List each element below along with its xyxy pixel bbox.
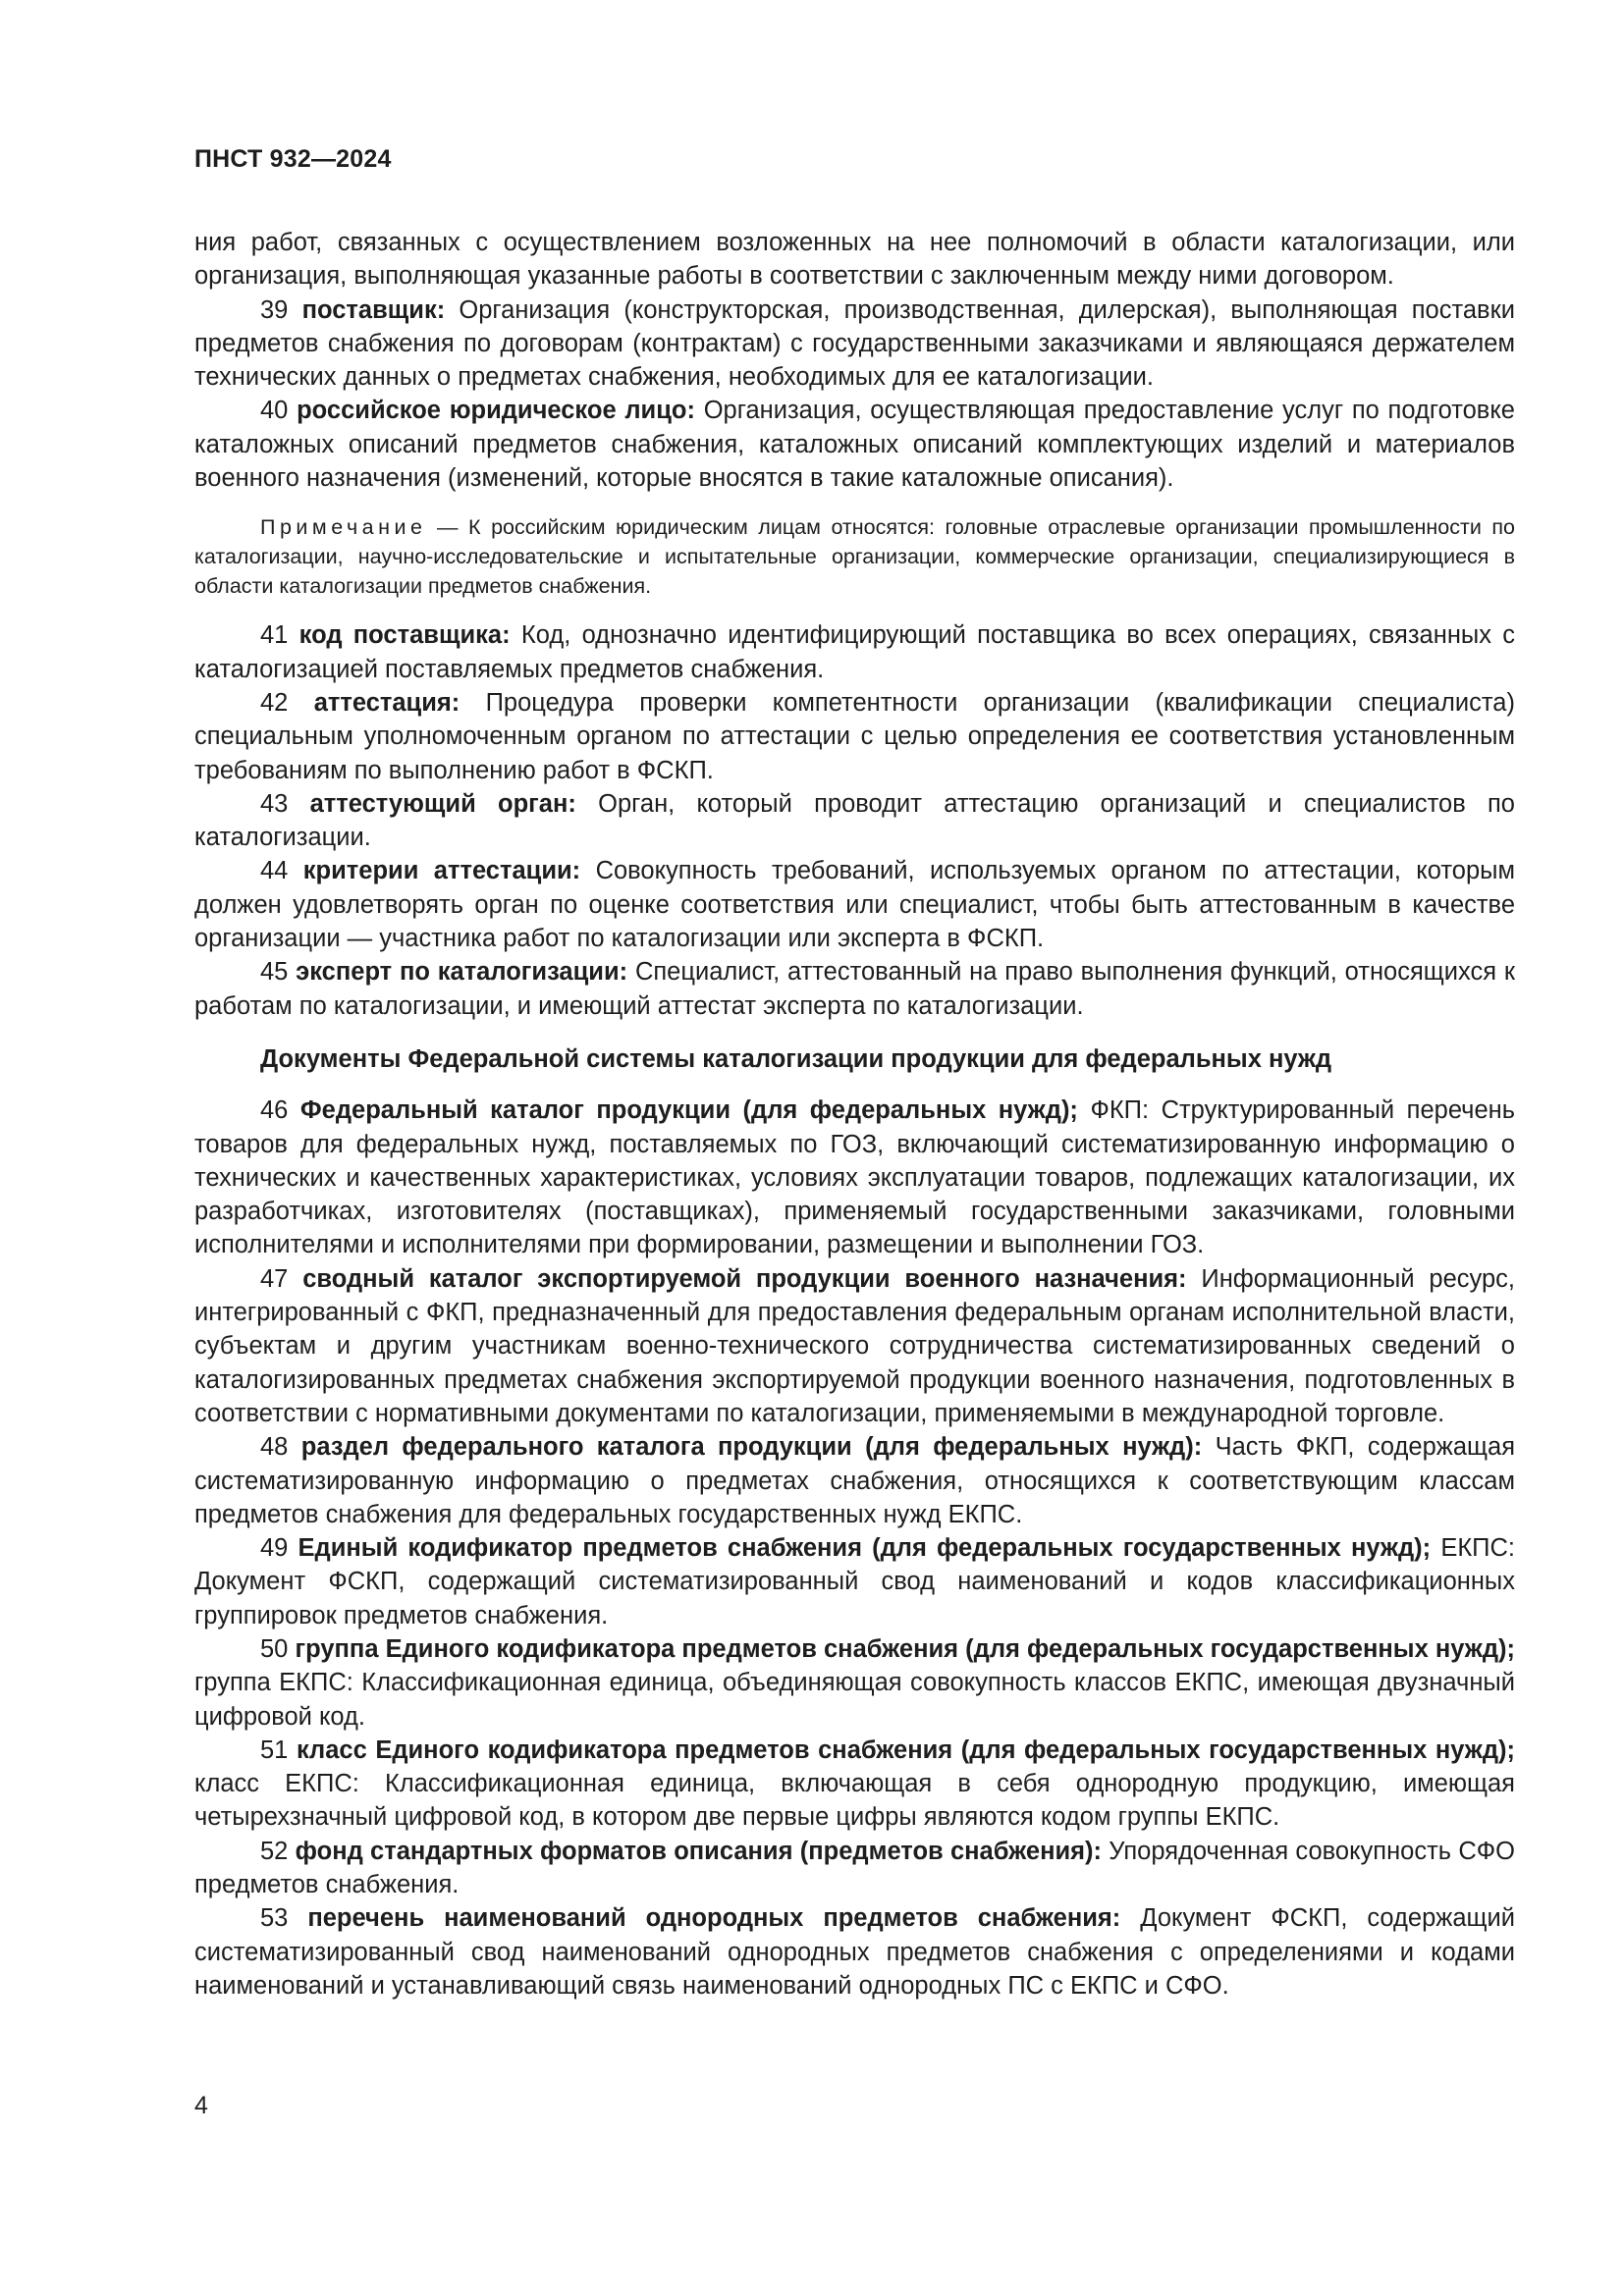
term-definition: Упорядоченная совокупность СФО предметов снабжения. [194,1837,1515,1899]
document-body [194,226,1515,2002]
term-title: сводный каталог экспортируемой продукции военного назначения: [302,1264,1187,1293]
term-title: Единый кодификатор предметов снабжения (для федеральных государственных нужд); [298,1534,1432,1563]
term-definition: Орган, который проводит аттестацию организаций и специалистов по каталогизации. [194,789,1515,852]
term-entry: 41 код поставщика: Код, однозначно идентифицирующий поставщика во всех операциях, связанных с каталогизацией поставляемых предметов снабжения. [194,621,1516,683]
term-entry: 39 поставщик: Организация (конструкторская, производственная, дилерская), выполняющая поставки предметов снабжения по договорам (контрактам) с государственными заказчиками и являющаяся держателем технических данных о предметах снабжения, необходимых для ее каталогизации. [194,295,1515,392]
document-id-header: ПНСТ 932—2024 [194,145,392,173]
term-title: фонд стандартных форматов описания (предметов снабжения): [295,1837,1103,1865]
term-list-a [194,294,1515,496]
term-list-b [194,618,1515,1023]
term-definition: Организация, осуществляющая предоставление услуг по подготовке каталожных описаний предметов снабжения, каталожных описаний комплектующих изделий и материалов военного назначения (изменений, которые вносятся в такие каталожные описания). [194,397,1515,493]
term-title: эксперт по каталогизации: [296,958,628,987]
term-entry: 51 класс Единого кодификатора предметов снабжения (для федеральных государственных нужд); класс ЕКПС: Классификационная единица, включающая в себя однородную продукцию, имеющая четырехзначный цифровой код, в котором две первые цифры являются кодом группы ЕКПС. [194,1735,1515,1832]
page-number: 4 [194,2092,208,2119]
term-definition: Документ ФСКП, содержащий систематизированный свод наименований однородных предметов снабжения с определениями и кодами наименований и устанавливающий связь наименований однородных ПС с ЕКПС и СФО. [194,1904,1515,2000]
term-title: Федеральный каталог продукции (для федеральных нужд); [299,1096,1078,1125]
term-definition: ФКП: Структурированный перечень товаров для федеральных нужд, поставляемых по ГОЗ, включающий систематизированную информацию о технических и качественных характеристиках, условиях эксплуатации товаров, подлежащих каталогизации, их разработчиках, изготовителях (поставщиках), применяемый государственными заказчиками, головными исполнителями и исполнителями при формировании, размещении и выполнении ГОЗ. [194,1096,1515,1259]
note-label: Примечание [260,515,427,540]
term-title: аттестующий орган: [309,789,576,818]
term-entry: 43 аттестующий орган: Орган, который проводит аттестацию организаций и специалистов по каталогизации. [194,789,1515,852]
term-entry: 49 Единый кодификатор предметов снабжения (для федеральных государственных нужд); ЕКПС: Документ ФСКП, содержащий систематизированный свод наименований и кодов классификационных группировок предметов снабжения. [194,1534,1516,1629]
term-title: раздел федерального каталога продукции (для федеральных нужд): [300,1433,1203,1462]
term-definition: группа ЕКПС: Классификационная единица, объединяющая совокупность классов ЕКПС, имеющая двузначный цифровой код. [194,1669,1515,1731]
term-title: критерии аттестации: [302,857,581,885]
term-title: поставщик: [301,295,446,324]
term-title: код поставщика: [298,621,511,650]
term-definition: Процедура проверки компетентности организации (квалификации специалиста) специальным уполномоченным органом по аттестации с целью определения ее соответствия установленным требованиям по выполнению работ в ФСКП. [194,688,1515,784]
term-list-c [194,1094,1515,2002]
term-entry: 47 сводный каталог экспортируемой продукции военного назначения: Информационный ресурс, интегрированный с ФКП, предназначенный для предоставления федеральным органам исполнительной власти, субъектам и другим участникам военно-технического сотрудничества систематизированных сведений о каталогизированных предметах снабжения экспортируемой продукции военного назначения, подготовленных в соответствии с нормативными документами по каталогизации, применяемыми в международной торговле. [194,1264,1516,1427]
term-entry: 45 эксперт по каталогизации: Специалист, аттестованный на право выполнения функций, относящихся к работам по каталогизации, и имеющий аттестат эксперта по каталогизации. [194,958,1515,1020]
term-title: группа Единого кодификатора предметов снабжения (для федеральных государственных нужд); [295,1634,1515,1663]
term-definition: Часть ФКП, содержащая систематизированную информацию о предметах снабжения, относящихся к соответствующим классам предметов снабжения для федеральных государственных нужд ЕКПС. [194,1433,1515,1528]
term-definition: ЕКПС: Документ ФСКП, содержащий систематизированный свод наименований и кодов классификационных группировок предметов снабжения. [194,1534,1516,1629]
term-entry: 50 группа Единого кодификатора предметов снабжения (для федеральных государственных нужд); группа ЕКПС: Классификационная единица, объединяющая совокупность классов ЕКПС, имеющая двузначный цифровой код. [194,1634,1515,1731]
term-definition: Код, однозначно идентифицирующий поставщика во всех операциях, связанных с каталогизацией поставляемых предметов снабжения. [194,621,1516,683]
term-title: класс Единого кодификатора предметов снабжения (для федеральных государственных нужд); [296,1735,1515,1764]
term-entry: 42 аттестация: Процедура проверки компетентности организации (квалификации специалиста) специальным уполномоченным органом по аттестации с целью определения ее соответствия установленным требованиям по выполнению работ в ФСКП. [194,688,1515,784]
term-title: аттестация: [313,688,460,717]
term-title: российское юридическое лицо: [297,397,695,425]
term-entry: 53 перечень наименований однородных предметов снабжения: Документ ФСКП, содержащий систематизированный свод наименований однородных предметов снабжения с определениями и кодами наименований и устанавливающий связь наименований однородных ПС с ЕКПС и СФО. [194,1904,1515,2000]
term-definition: класс ЕКПС: Классификационная единица, включающая в себя однородную продукцию, имеющая четырехзначный цифровой код, в котором две первые цифры являются кодом группы ЕКПС. [194,1770,1515,1832]
term-definition: Совокупность требований, используемых органом по аттестации, которым должен удовлетворять орган по оценке соответствия или специалист, чтобы быть аттестованным в качестве организации — участника работ по каталогизации или эксперта в ФСКП. [194,857,1515,953]
term-definition: Специалист, аттестованный на право выполнения функций, относящихся к работам по каталогизации, и имеющий аттестат эксперта по каталогизации. [194,958,1515,1020]
section-heading: Документы Федеральной системы каталогизации продукции для федеральных нужд [260,1044,1332,1073]
term-definition: Организация (конструкторская, производственная, дилерская), выполняющая поставки предметов снабжения по договорам (контрактам) с государственными заказчиками и являющаяся держателем технических данных о предметах снабжения, необходимых для ее каталогизации. [194,295,1515,392]
term-title: перечень наименований однородных предметов снабжения: [307,1904,1121,1933]
term-entry: 52 фонд стандартных форматов описания (предметов снабжения): Упорядоченная совокупность СФО предметов снабжения. [194,1837,1515,1899]
term-entry: 48 раздел федерального каталога продукции (для федеральных нужд): Часть ФКП, содержащая систематизированную информацию о предметах снабжения, относящихся к соответствующим классам предметов снабжения для федеральных государственных нужд ЕКПС. [194,1433,1515,1528]
term-entry: 46 Федеральный каталог продукции (для федеральных нужд); ФКП: Структурированный перечень товаров для федеральных нужд, поставляемых по ГОЗ, включающий систематизированную информацию о технических и качественных характеристиках, условиях эксплуатации товаров, подлежащих каталогизации, их разработчиках, изготовителях (поставщиках), применяемый государственными заказчиками, головными исполнителями и исполнителями при формировании, размещении и выполнении ГОЗ. [194,1096,1515,1259]
note-paragraph [194,512,1515,601]
term-entry: 40 российское юридическое лицо: Организация, осуществляющая предоставление услуг по подготовке каталожных описаний предметов снабжения, каталожных описаний комплектующих изделий и материалов военного назначения (изменений, которые вносятся в такие каталожные описания). [194,397,1515,493]
continuation-paragraph: ния работ, связанных с осуществлением возложенных на нее полномочий в области каталогизации, или организация, выполняющая указанные работы в соответствии с заключенным между ними договором. [194,229,1515,291]
term-entry: 44 критерии аттестации: Совокупность требований, используемых органом по аттестации, которым должен удовлетворять орган по оценке соответствия или специалист, чтобы быть аттестованным в качестве организации — участника работ по каталогизации или эксперта в ФСКП. [194,857,1515,953]
term-definition: Информационный ресурс, интегрированный с ФКП, предназначенный для предоставления федеральным органам исполнительной власти, субъектам и другим участникам военно-технического сотрудничества систематизированных сведений о каталогизированных предметах снабжения экспортируемой продукции военного назначения, подготовленных в соответствии с нормативными документами по каталогизации, применяемыми в международной торговле. [194,1264,1516,1427]
note-text: — К российским юридическим лицам относятся: головные отраслевые организации промышленности по каталогизации, научно-исследовательские и испытательные организации, коммерческие организации, специализирующиеся в области каталогизации предметов снабжения. [194,515,1515,599]
